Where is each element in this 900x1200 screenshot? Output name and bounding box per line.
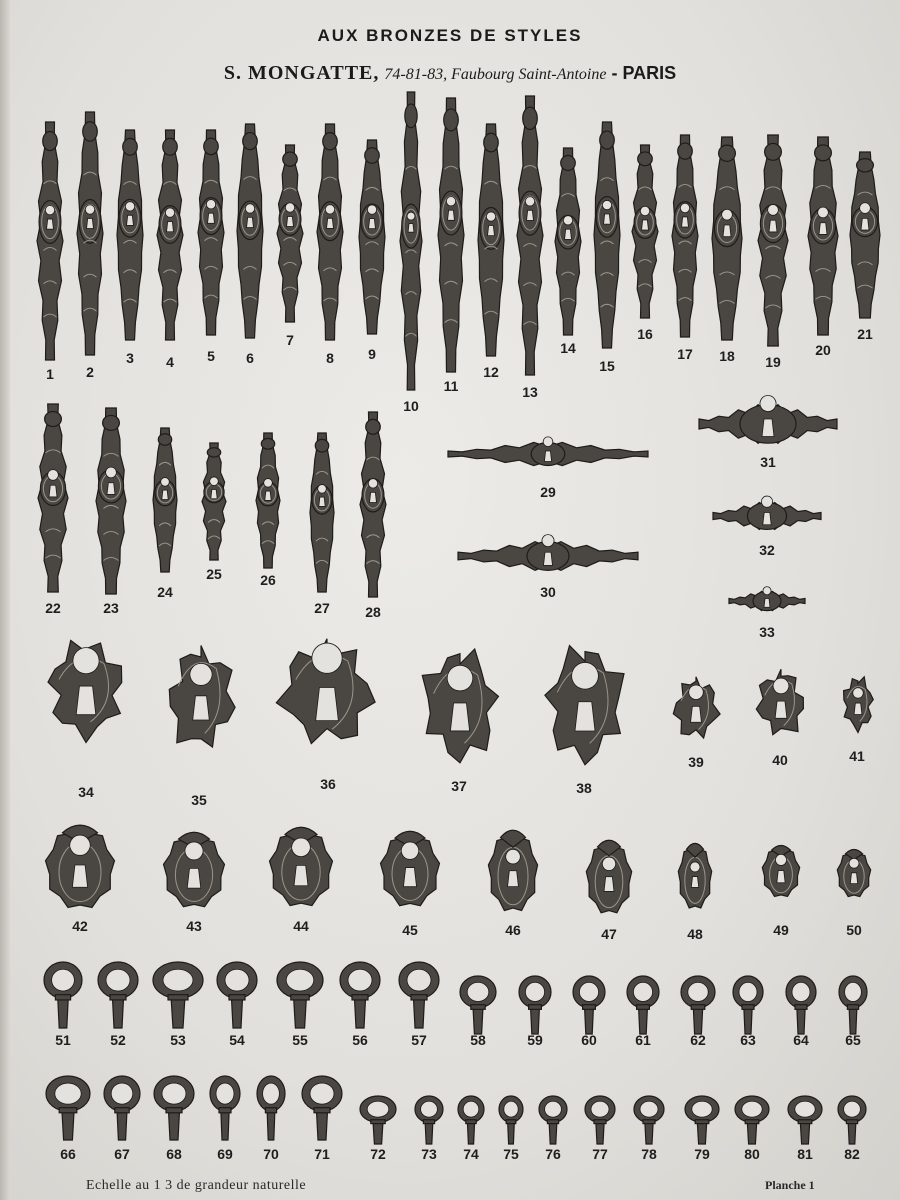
rococo-escutcheon-ornament	[666, 667, 726, 749]
item-number-label: 22	[45, 600, 61, 616]
item-number-label: 50	[846, 922, 862, 938]
item-number-label: 77	[592, 1146, 608, 1162]
item-number-label: 75	[503, 1146, 519, 1162]
escutcheon-ornament	[147, 130, 193, 350]
horizontal-escutcheon-ornament	[453, 536, 643, 576]
item-number-label: 72	[370, 1146, 386, 1162]
item-number-label: 63	[740, 1032, 756, 1048]
item-number-label: 43	[186, 918, 202, 934]
rococo-escutcheon-ornament	[158, 634, 244, 762]
escutcheon-ornament	[28, 404, 78, 602]
item-number-label: 49	[773, 922, 789, 938]
escutcheon-ornament	[246, 433, 290, 578]
key-bow-ornament	[297, 1076, 347, 1150]
key-bow-ornament	[252, 1076, 290, 1150]
item-number-label: 60	[581, 1032, 597, 1048]
plate-number: Planche 1	[765, 1178, 815, 1192]
rococo-escutcheon-ornament	[411, 639, 509, 773]
item-number-label: 53	[170, 1032, 186, 1048]
item-number-label: 38	[576, 780, 592, 796]
item-number-label: 32	[759, 542, 775, 558]
item-number-label: 42	[72, 918, 88, 934]
item-number-label: 10	[403, 398, 419, 414]
item-number-label: 9	[368, 346, 376, 362]
item-number-label: 15	[599, 358, 615, 374]
item-number-label: 68	[166, 1146, 182, 1162]
item-number-label: 80	[744, 1146, 760, 1162]
horizontal-escutcheon-ornament	[694, 399, 842, 449]
item-number-label: 6	[246, 350, 254, 366]
item-number-label: 14	[560, 340, 576, 356]
medallion-escutcheon-ornament	[832, 845, 876, 903]
item-number-label: 57	[411, 1032, 427, 1048]
item-number-label: 26	[260, 572, 276, 588]
escutcheon-ornament	[86, 408, 136, 604]
medallion-escutcheon-ornament	[40, 821, 120, 915]
item-number-label: 40	[772, 752, 788, 768]
item-number-label: 27	[314, 600, 330, 616]
item-number-label: 24	[157, 584, 173, 600]
item-number-label: 64	[793, 1032, 809, 1048]
rococo-escutcheon-ornament	[835, 670, 881, 738]
item-number-label: 34	[78, 784, 94, 800]
item-number-label: 69	[217, 1146, 233, 1162]
key-bow-ornament	[41, 1076, 95, 1150]
item-number-label: 11	[443, 378, 459, 394]
item-number-label: 48	[687, 926, 703, 942]
rococo-escutcheon-ornament	[36, 632, 136, 748]
item-number-label: 45	[402, 922, 418, 938]
item-number-label: 82	[844, 1146, 860, 1162]
item-number-label: 62	[690, 1032, 706, 1048]
item-number-label: 66	[60, 1146, 76, 1162]
horizontal-escutcheon-ornament	[708, 497, 826, 535]
medallion-escutcheon-ornament	[757, 841, 805, 903]
item-number-label: 28	[365, 604, 381, 620]
catalog-subheading	[0, 62, 900, 85]
item-number-label: 12	[483, 364, 499, 380]
item-number-label: 59	[527, 1032, 543, 1048]
rococo-escutcheon-ornament	[534, 636, 636, 774]
item-number-label: 31	[760, 454, 776, 470]
rococo-escutcheon-ornament	[749, 660, 813, 746]
item-number-label: 58	[470, 1032, 486, 1048]
item-number-label: 8	[326, 350, 334, 366]
item-number-label: 30	[540, 584, 556, 600]
key-bow-ornament	[205, 1076, 245, 1150]
rococo-escutcheon-ornament	[270, 625, 384, 759]
item-number-label: 36	[320, 776, 336, 792]
medallion-escutcheon-ornament	[581, 836, 637, 920]
item-number-label: 1	[46, 366, 54, 382]
item-number-label: 21	[857, 326, 873, 342]
key-bow-ornament	[99, 1076, 145, 1150]
item-number-label: 20	[815, 342, 831, 358]
item-number-label: 7	[286, 332, 294, 348]
scale-caption: Echelle au 1 3 de grandeur naturelle	[86, 1178, 307, 1193]
merchant-address: 74-81-83, Faubourg Saint-Antoine	[384, 66, 607, 83]
item-number-label: 52	[110, 1032, 126, 1048]
medallion-escutcheon-ornament	[264, 823, 338, 913]
escutcheon-ornament	[390, 92, 432, 400]
escutcheon-ornament	[300, 433, 344, 602]
escutcheon-ornament	[840, 152, 890, 328]
item-number-label: 3	[126, 350, 134, 366]
item-number-label: 65	[845, 1032, 861, 1048]
horizontal-escutcheon-ornament	[443, 437, 653, 471]
item-number-label: 81	[797, 1146, 813, 1162]
item-number-label: 44	[293, 918, 309, 934]
key-bow-ornament	[394, 962, 444, 1038]
item-number-label: 13	[522, 384, 538, 400]
item-number-label: 79	[694, 1146, 710, 1162]
item-number-label: 23	[103, 600, 119, 616]
escutcheon-ornament	[349, 140, 395, 344]
item-number-label: 29	[540, 484, 556, 500]
item-number-label: 17	[677, 346, 693, 362]
item-number-label: 35	[191, 792, 207, 808]
item-number-label: 55	[292, 1032, 308, 1048]
item-number-label: 18	[719, 348, 735, 364]
catalog-heading: AUX BRONZES DE STYLES	[317, 26, 583, 45]
key-bow-ornament	[335, 962, 385, 1038]
merchant-name: S. MONGATTE,	[223, 62, 380, 84]
item-number-label: 33	[759, 624, 775, 640]
medallion-escutcheon-ornament	[158, 828, 230, 914]
item-number-label: 73	[421, 1146, 437, 1162]
item-number-label: 67	[114, 1146, 130, 1162]
item-number-label: 25	[206, 566, 222, 582]
item-number-label: 16	[637, 326, 653, 342]
escutcheon-ornament	[748, 135, 798, 356]
key-bow-ornament	[149, 1076, 199, 1150]
item-number-label: 56	[352, 1032, 368, 1048]
item-number-label: 61	[635, 1032, 651, 1048]
item-number-label: 39	[688, 754, 704, 770]
item-number-label: 74	[463, 1146, 479, 1162]
escutcheon-ornament	[350, 412, 396, 607]
item-number-label: 4	[166, 354, 174, 370]
escutcheon-ornament	[702, 137, 752, 350]
item-number-label: 51	[55, 1032, 71, 1048]
item-number-label: 46	[505, 922, 521, 938]
item-number-label: 70	[263, 1146, 279, 1162]
key-bow-ornament	[272, 962, 328, 1038]
item-number-label: 5	[207, 348, 215, 364]
medallion-escutcheon-ornament	[483, 826, 543, 918]
key-bow-ornament	[148, 962, 208, 1038]
item-number-label: 41	[849, 748, 865, 764]
escutcheon-ornament	[307, 124, 353, 350]
horizontal-escutcheon-ornament	[724, 586, 810, 616]
item-number-label: 76	[545, 1146, 561, 1162]
medallion-escutcheon-ornament	[375, 827, 445, 913]
escutcheon-ornament	[143, 428, 187, 582]
page-spine-shadow	[0, 0, 10, 1200]
key-bow-ornament	[93, 962, 143, 1038]
medallion-escutcheon-ornament	[673, 839, 717, 915]
item-number-label: 54	[229, 1032, 245, 1048]
item-number-label: 2	[86, 364, 94, 380]
escutcheon-ornament	[192, 443, 236, 570]
item-number-label: 37	[451, 778, 467, 794]
key-bow-ornament	[212, 962, 262, 1038]
merchant-city: PARIS	[622, 63, 677, 83]
item-number-label: 71	[314, 1146, 330, 1162]
item-number-label: 19	[765, 354, 781, 370]
item-number-label: 78	[641, 1146, 657, 1162]
item-number-label: 47	[601, 926, 617, 942]
address-separator: -	[611, 63, 618, 83]
key-bow-ornament	[39, 962, 87, 1038]
